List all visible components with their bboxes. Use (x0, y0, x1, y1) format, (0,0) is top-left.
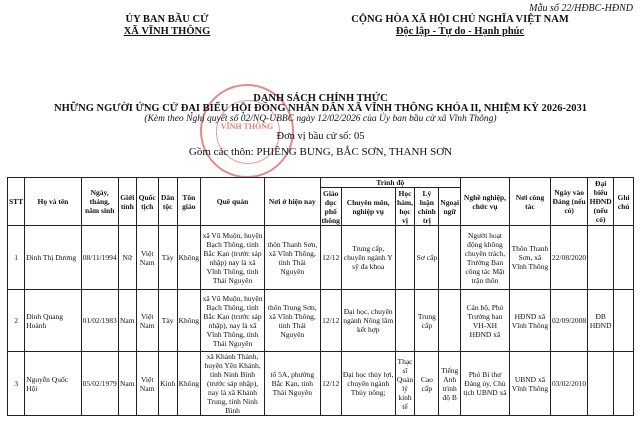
cell-party-date: 02/09/2008 (551, 290, 588, 352)
document-heading: NHỮNG NGƯỜI ỨNG CỬ ĐẠI BIỂU HỘI ĐỒNG NHÂN DÂN XÃ VĨNH THÔNG KHÓA II, NHIỆM KỲ 2026-2031 (54, 103, 587, 114)
cell-delegate (588, 226, 614, 290)
cell-gender: Nam (118, 352, 136, 416)
national-motto: Độc lập - Tự do - Hạnh phúc (395, 26, 525, 37)
header-hometown: Quê quán (201, 178, 265, 226)
header-language: Ngoại ngữ (439, 188, 461, 226)
cell-nationality: Việt Nam (136, 352, 158, 416)
table-row (8, 352, 634, 416)
cell-general-ed: 12/12 (320, 226, 341, 290)
header-degree: Học hàm, học vị (396, 188, 414, 225)
cell-stt: 3 (8, 352, 25, 416)
cell-politics: Sơ cấp (415, 226, 439, 290)
form-number: Mẫu số 22/HĐBC-HĐND (529, 3, 633, 14)
cell-residence: thôn Trung Sơn, xã Vĩnh Thông, tỉnh Thái Nguyên (265, 290, 320, 352)
cell-general-ed: 12/12 (320, 290, 341, 352)
candidate-table (7, 177, 634, 416)
national-header (300, 14, 620, 38)
cell-dob: 05/02/1979 (81, 352, 118, 416)
document-subtitle: (Kèm theo Nghị quyết số 02/NQ-UBBC ngày 12/02/2026 của Ủy ban bầu cử xã Vĩnh Thông) (144, 114, 497, 124)
header-nationality: Quốc tịch (136, 178, 158, 226)
issuing-authority (92, 14, 242, 38)
header-general-ed: Giáo dục phổ thông (321, 188, 340, 225)
seal-text: VĨNH THÔNG (220, 122, 274, 131)
cell-language: Tiếng Anh trình độ B (439, 352, 461, 416)
authority-locality: XÃ VĨNH THÔNG (123, 26, 211, 37)
cell-politics: Cao cấp (415, 352, 439, 416)
cell-ethnicity: Tày (158, 290, 177, 352)
header-dob: Ngày, tháng, năm sinh (81, 178, 118, 226)
table-row (8, 290, 634, 352)
header-stt: STT (8, 178, 25, 226)
header-politics: Lý luận chính trị (415, 188, 439, 226)
cell-gender: Nam (118, 290, 136, 352)
cell-stt: 1 (8, 226, 25, 290)
nation-name: CỘNG HÒA XÃ HỘI CHỦ NGHĨA VIỆT NAM (351, 14, 569, 25)
header-note: Ghi chú (614, 178, 634, 226)
cell-degree (395, 226, 415, 290)
header-delegate: Đại biểu HĐND (nếu có) (589, 179, 612, 224)
header-party-date: Ngày vào Đảng (nếu có) (551, 178, 588, 226)
cell-note (614, 290, 634, 352)
cell-language (439, 290, 461, 352)
cell-gender: Nữ (118, 226, 136, 290)
cell-occupation: Cán bộ, Phó Trưởng ban VH-XH HĐND xã (461, 290, 510, 352)
cell-degree: Thạc sĩ Quản lý kinh tế (395, 352, 415, 416)
cell-dob: 08/11/1994 (81, 226, 118, 290)
header-specialty: Chuyên môn, nghiệp vụ (341, 188, 395, 226)
cell-specialty: Đại học, chuyên ngành Nông lâm kết hợp (341, 290, 395, 352)
cell-name: Đinh Quang Hoành (25, 290, 81, 352)
cell-specialty: Đại học thủy lợi, chuyên ngành Thủy nông; (341, 352, 395, 416)
cell-nationality: Việt Nam (136, 290, 158, 352)
cell-dob: 01/02/1983 (81, 290, 118, 352)
cell-name: Nguyễn Quốc Hội (25, 352, 81, 416)
cell-party-date: 22/08/2020 (551, 226, 588, 290)
header-residence: Nơi ở hiện nay (265, 178, 320, 226)
cell-note (614, 226, 634, 290)
header-ethnicity: Dân tộc (158, 178, 177, 226)
cell-hometown: xã Vũ Muộn, huyện Bạch Thông, tỉnh Bắc Kạn (trước sáp nhập), nay là xã Vĩnh Thông, tỉnh Thái Nguyên (201, 290, 265, 352)
cell-name: Đinh Thị Dương (25, 226, 81, 290)
cell-delegate: ĐB HĐND (588, 290, 614, 352)
table-row (8, 226, 634, 290)
cell-hometown: xã Vũ Muộn, huyện Bạch Thông, tỉnh Bắc Kạn (trước sáp nhập) nay là xã Vĩnh Thông, tỉnh Thái Nguyên (201, 226, 265, 290)
header-workplace: Nơi công tác (509, 178, 550, 226)
cell-workplace: UBND xã Vĩnh Thông (509, 352, 550, 416)
electoral-unit: Đơn vị bầu cử số: 05 (276, 131, 365, 142)
cell-specialty: Trung cấp, chuyên ngành Y sỹ đa khoa (341, 226, 395, 290)
cell-general-ed: 12/12 (320, 352, 341, 416)
included-villages: Gồm các thôn: PHIÊNG BUNG, BẮC SƠN, THANH SƠN (188, 146, 453, 158)
header-education-group: Trình độ (320, 178, 461, 188)
header-religion: Tôn giáo (177, 178, 200, 226)
cell-ethnicity: Tày (158, 226, 177, 290)
cell-religion: Không (177, 226, 200, 290)
cell-workplace: HĐND xã Vĩnh Thông (509, 290, 550, 352)
cell-party-date: 03/02/2010 (551, 352, 588, 416)
cell-delegate (588, 352, 614, 416)
cell-politics: Trung cấp (415, 290, 439, 352)
cell-ethnicity: Kinh (158, 352, 177, 416)
cell-residence: thôn Thanh Sơn, xã Vĩnh Thông, tỉnh Thái Nguyên (265, 226, 320, 290)
header-gender: Giới tính (118, 178, 136, 226)
header-occupation: Nghề nghiệp, chức vụ (461, 178, 510, 226)
cell-residence: tổ 5A, phường Bắc Kạn, tỉnh Thái Nguyên (265, 352, 320, 416)
cell-hometown: xã Khánh Thành, huyện Yên Khánh, tỉnh Ninh Bình (trước sáp nhập), nay là xã Khánh Trung, tỉnh Ninh Bình (201, 352, 265, 416)
cell-religion: Không (177, 290, 200, 352)
document-title: DANH SÁCH CHÍNH THỨC (253, 93, 388, 104)
cell-stt: 2 (8, 290, 25, 352)
cell-workplace: Thôn Thanh Sơn, xã Vĩnh Thông (509, 226, 550, 290)
header-name: Họ và tên (25, 178, 81, 226)
cell-occupation: Phó Bí thư Đảng ủy, Chủ tịch UBND xã (461, 352, 510, 416)
cell-nationality: Việt Nam (136, 226, 158, 290)
cell-language (439, 226, 461, 290)
cell-degree (395, 290, 415, 352)
cell-note (614, 352, 634, 416)
cell-religion: Không (177, 352, 200, 416)
cell-occupation: Người hoạt động không chuyên trách, Trưởng Ban công tác Mặt trận thôn (461, 226, 510, 290)
authority-name: ỦY BAN BẦU CỬ (125, 14, 209, 25)
